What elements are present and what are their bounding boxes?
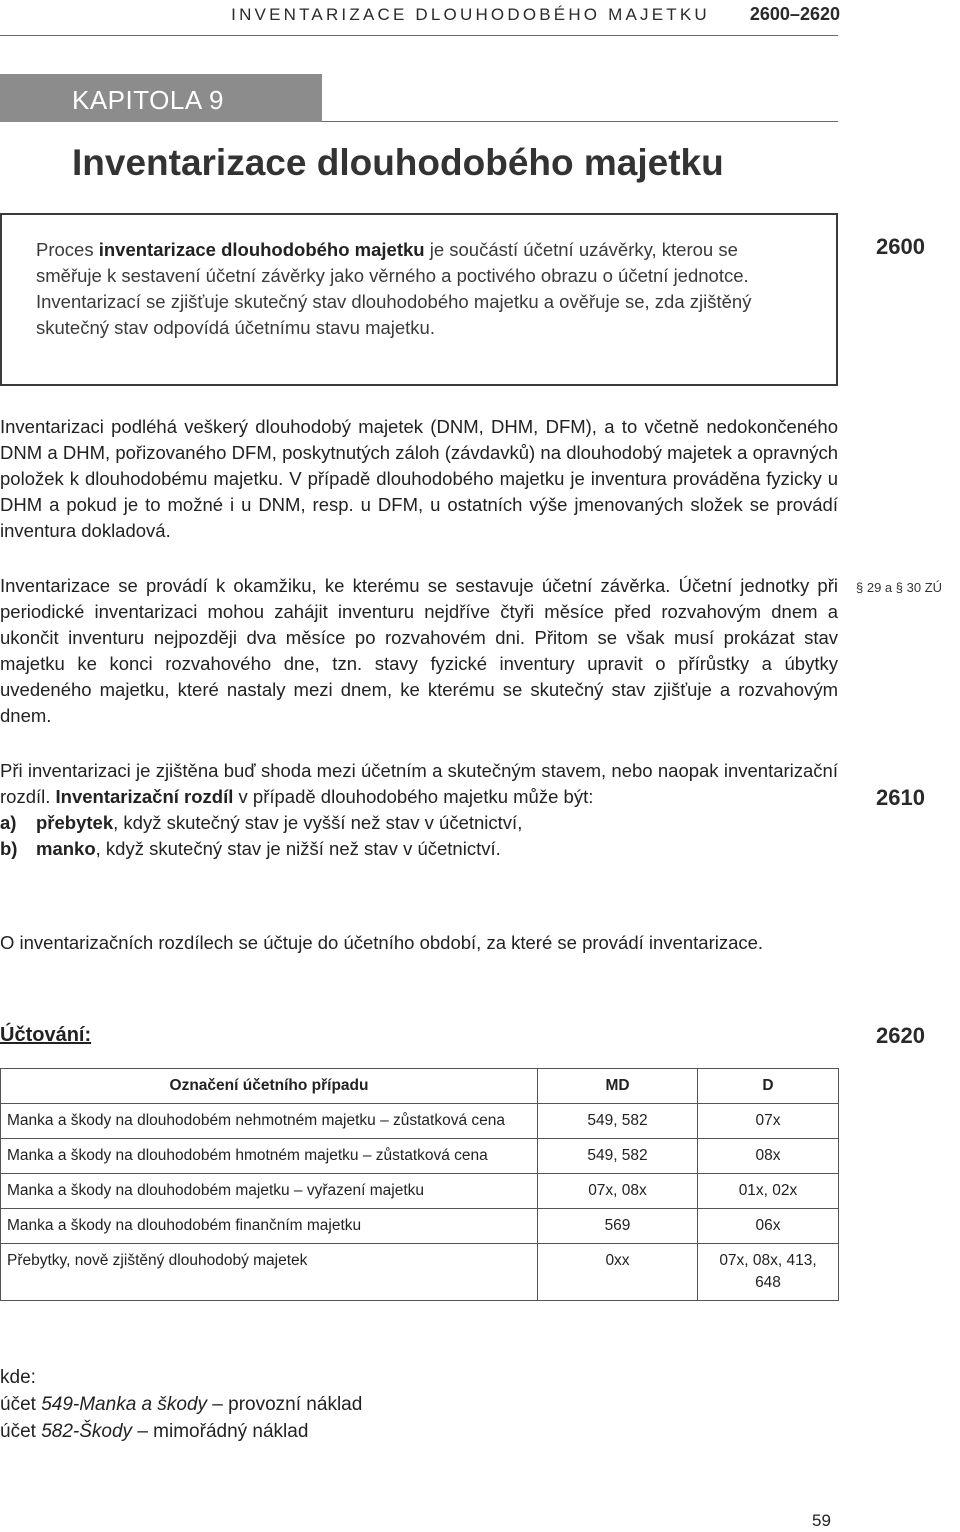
note-549-account: 549-Manka a škody <box>41 1394 208 1415</box>
column-header-d: D <box>698 1069 839 1104</box>
paragraph-differences <box>0 758 838 862</box>
chapter-title: Inventarizace dlouhodobého majetku <box>72 142 724 183</box>
differences-text-start: Při inventarizaci je zjištěna buď shoda mezi účetním a skutečným stavem, nebo naopak inventarizační rozdíl. <box>0 760 838 807</box>
note-549 <box>0 1391 362 1418</box>
paragraph-scope-text: Inventarizaci podléhá veškerý dlouhodobý majetek (DNM, DHM, DFM), a to včetně nedokončeného DNM a DHM, pořizovaného DFM, poskytnutých záloh (závdavků) na dlouhodobý majetek a opravných položek k dlouhodobému majetku. V případě dlouhodobého majetku je inventura prováděna fyzicky u DHM a pokud je to možné i u DNM, resp. u DFM, u ostatních výše jmenovaných složek se provádí inventura dokladová. <box>0 416 838 541</box>
paragraph-timing <box>0 573 838 729</box>
intro-box <box>0 213 838 386</box>
table-row <box>1 1244 839 1301</box>
note-582-account: 582-Škody <box>41 1421 133 1442</box>
section-sign-icon: § <box>856 580 864 595</box>
table-row <box>1 1174 839 1209</box>
table-header-row <box>1 1069 839 1104</box>
intro-bold-term: inventarizace dlouhodobého majetku <box>98 239 425 260</box>
row-description: Manka a škody na dlouhodobém hmotném majetku – zůstatková cena <box>1 1139 538 1174</box>
list-a-term: přebytek <box>36 812 114 833</box>
note-582 <box>0 1418 362 1445</box>
intro-text-start: Proces <box>36 239 99 260</box>
differences-bold-term: Inventarizační rozdíl <box>55 786 234 807</box>
note-549-prefix: účet <box>0 1394 42 1415</box>
margin-number-2610: 2610 <box>876 785 925 810</box>
paragraph-range: 2600–2620 <box>749 4 840 24</box>
note-549-type: – provozní náklad <box>207 1394 363 1415</box>
law-ref-30: 30 ZÚ <box>906 580 943 595</box>
row-d: 07x, 08x, 413, 648 <box>698 1244 839 1301</box>
paragraph-scope <box>0 414 838 544</box>
row-md: 549, 582 <box>538 1104 698 1139</box>
note-582-type: – mimořádný náklad <box>132 1421 309 1442</box>
intro-text-rest: je součástí účetní uzávěrky, kterou se směřuje k sestavení účetní závěrky jako věrného a poctivého obrazu o účetní jednotce. Inventarizací se zjišťuje skutečný stav dlouhodobého majetku a ověřuje se, zda zjištěný skutečný stav odpovídá účetnímu stavu majetku. <box>36 239 752 338</box>
differences-text-rest: v případě dlouhodobého majetku může být: <box>233 786 594 807</box>
margin-number-2620: 2620 <box>876 1023 925 1048</box>
row-description: Manka a škody na dlouhodobém finančním majetku <box>1 1209 538 1244</box>
chapter-rule <box>322 121 838 122</box>
law-ref-29: 29 a <box>866 580 893 595</box>
running-header <box>0 0 840 28</box>
accounting-heading: Účtování: <box>0 1024 92 1046</box>
row-description: Manka a škody na dlouhodobém majetku – vyřazení majetku <box>1 1174 538 1209</box>
column-header-description: Označení účetního případu <box>1 1069 538 1104</box>
list-b-term: manko <box>36 838 96 859</box>
paragraph-differences-text <box>0 758 838 810</box>
running-title: INVENTARIZACE DLOUHODOBÉHO MAJETKU <box>231 5 710 24</box>
margin-number-2600: 2600 <box>876 234 925 259</box>
notes-label: kde: <box>0 1367 36 1388</box>
row-md: 0xx <box>538 1244 698 1301</box>
table-row <box>1 1139 839 1174</box>
chapter-label: KAPITOLA 9 <box>0 74 322 122</box>
list-marker-b: b) <box>0 838 18 859</box>
row-md: 07x, 08x <box>538 1174 698 1209</box>
row-description: Manka a škody na dlouhodobém nehmotném majetku – zůstatková cena <box>1 1104 538 1139</box>
page-number: 59 <box>812 1511 831 1530</box>
list-item-surplus <box>0 810 838 836</box>
row-d: 01x, 02x <box>698 1174 839 1209</box>
paragraph-period <box>0 930 838 956</box>
header-rule <box>0 35 838 36</box>
list-marker-a: a) <box>0 812 17 833</box>
row-d: 06x <box>698 1209 839 1244</box>
row-description: Přebytky, nově zjištěný dlouhodobý majetek <box>1 1244 538 1301</box>
list-a-text: , když skutečný stav je vyšší než stav v účetnictví, <box>113 812 523 833</box>
row-md: 549, 582 <box>538 1139 698 1174</box>
table-row <box>1 1209 839 1244</box>
paragraph-period-text: O inventarizačních rozdílech se účtuje do účetního období, za které se provádí inventarizace. <box>0 932 764 953</box>
account-notes <box>0 1364 362 1445</box>
note-582-prefix: účet <box>0 1421 42 1442</box>
row-d: 07x <box>698 1104 839 1139</box>
law-reference <box>856 580 942 595</box>
paragraph-timing-text: Inventarizace se provádí k okamžiku, ke kterému se sestavuje účetní závěrka. Účetní jednotky při periodické inventarizaci mohou zahájit inventuru nejdříve čtyři měsíce před rozvahovým dnem a ukončit inventuru nejpozději dva měsíce po rozvahovém dni. Přitom se však musí prokázat stav majetku ke konci rozvahového dne, tzn. stavy fyzické inventury upravit o přírůstky a úbytky uvedeného majetku, které nastaly mezi dnem, ke kterému se skutečný stav zjišťuje a rozvahovým dnem. <box>0 575 838 726</box>
row-md: 569 <box>538 1209 698 1244</box>
row-d: 08x <box>698 1139 839 1174</box>
accounting-table <box>0 1068 839 1301</box>
table-row <box>1 1104 839 1139</box>
section-sign-icon: § <box>895 580 904 595</box>
column-header-md: MD <box>538 1069 698 1104</box>
list-b-text: , když skutečný stav je nižší než stav v účetnictví. <box>95 838 501 859</box>
list-item-shortage <box>0 836 838 862</box>
